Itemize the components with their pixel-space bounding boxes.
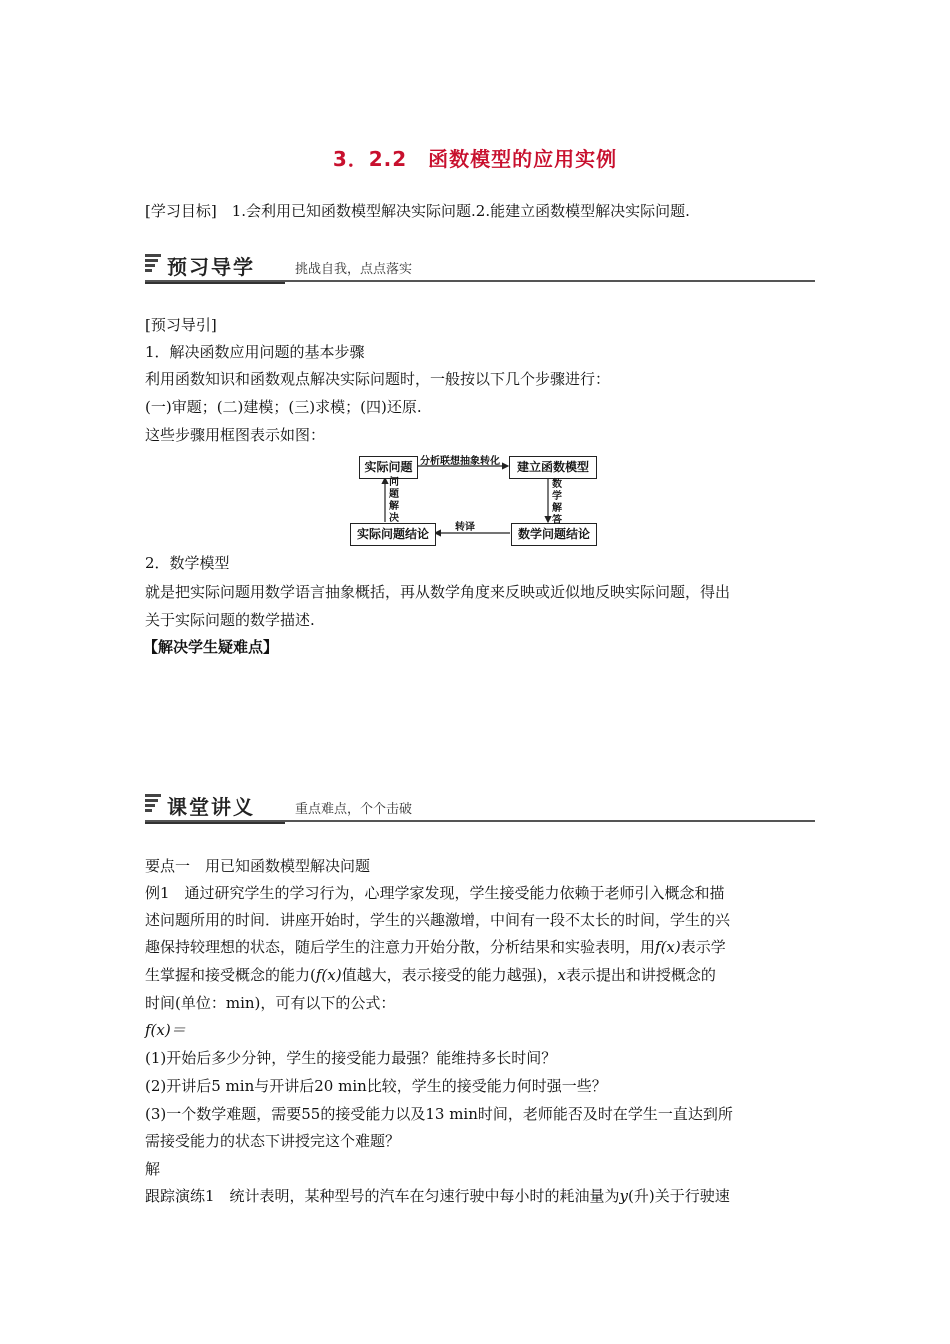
preview-item2-line1: 就是把实际问题用数学语言抽象概括，再从数学角度来反映或近似地反映实际问题，得出 [145, 583, 731, 601]
preview-steps: (一)审题；(二)建模；(三)求模；(四)还原. [145, 398, 422, 416]
preview-item1-title: 1．解决函数应用问题的基本步骤 [145, 343, 365, 361]
math-y: y [619, 1187, 629, 1205]
preview-item1-text: 利用函数知识和函数观点解决实际问题时，一般按以下几个步骤进行： [145, 370, 611, 388]
section-header-lesson [145, 792, 815, 822]
box-build-model: 建立函数模型 [509, 456, 597, 479]
question-3-line1: (3)一个数学难题，需要55的接受能力以及13 min时间，老师能否及时在学生一直达到所 [145, 1105, 733, 1123]
math-fx: f(x) [315, 966, 342, 984]
section-heading: 预习导学 [167, 255, 255, 279]
text-segment: 值越大，表示接受的能力越强)， [341, 966, 558, 984]
difficulty-tag: 【解决学生疑难点】 [143, 638, 279, 656]
question-2: (2)开讲后5 min与开讲后20 min比较，学生的接受能力何时强一些？ [145, 1077, 607, 1095]
question-3-line2: 需接受能力的状态下讲授完这个难题？ [145, 1132, 401, 1150]
section-subheading: 挑战自我，点点落实 [295, 262, 413, 277]
arrow-label-right: 数学解答 [552, 479, 562, 526]
answer-label: 解 [145, 1160, 161, 1178]
stripes-icon [145, 794, 163, 814]
stripes-icon [145, 254, 163, 274]
text-segment: 表示提出和讲授概念的 [565, 966, 716, 984]
arrow-label-top: 分析联想抽象转化 [420, 456, 500, 467]
arrow-label-bottom: 转译 [455, 522, 475, 533]
page-title: 3．2.2 函数模型的应用实例 [332, 147, 618, 171]
preview-item2-title: 2．数学模型 [145, 554, 230, 572]
box-real-conclusion: 实际问题结论 [350, 523, 436, 546]
preview-item2-line2: 关于实际问题的数学描述. [145, 611, 315, 629]
arrow-label-left: 问题解决 [389, 477, 399, 524]
example1-line3 [145, 937, 726, 957]
divider-accent [145, 822, 285, 824]
divider-accent [145, 282, 285, 284]
section-heading: 课堂讲义 [167, 795, 255, 819]
box-math-conclusion: 数学问题结论 [511, 523, 597, 546]
math-fx: f(x) [655, 938, 681, 956]
example1-line5: 时间(单位：min)，可有以下的公式： [145, 994, 396, 1012]
diagram-intro: 这些步骤用框图表示如图： [145, 426, 326, 444]
formula: f(x)＝ [145, 1021, 186, 1039]
point-title: 要点一 用已知函数模型解决问题 [145, 857, 371, 875]
section-subheading: 重点难点，个个击破 [295, 802, 413, 817]
text-segment: 生掌握和接受概念的能力( [145, 966, 316, 984]
section-header-preview [145, 252, 815, 282]
example1-line2: 述问题所用的时间．讲座开始时，学生的兴趣激增，中间有一段不太长的时间，学生的兴 [145, 911, 731, 929]
question-1: (1)开始后多少分钟，学生的接受能力最强？能维持多长时间？ [145, 1049, 557, 1067]
text-segment: (升)关于行驶速 [628, 1187, 730, 1205]
preview-tag: [预习导引] [145, 316, 217, 334]
learning-goals: [学习目标] 1.会利用已知函数模型解决实际问题.2.能建立函数模型解决实际问题. [145, 202, 690, 220]
text-segment: 跟踪演练1 统计表明，某种型号的汽车在匀速行驶中每小时的耗油量为 [145, 1187, 620, 1205]
example1-line4 [145, 965, 716, 985]
example1-line1: 例1 通过研究学生的学习行为，心理学家发现，学生接受能力依赖于老师引入概念和描 [145, 884, 725, 902]
flowchart [350, 452, 600, 547]
box-real-problem: 实际问题 [359, 456, 418, 479]
math-x: x [557, 966, 566, 984]
text-segment: 趣保持较理想的状态，随后学生的注意力开始分散，分析结果和实验表明，用 [145, 938, 656, 956]
tracking-exercise-1 [145, 1186, 730, 1206]
text-segment: 表示学 [680, 938, 726, 956]
